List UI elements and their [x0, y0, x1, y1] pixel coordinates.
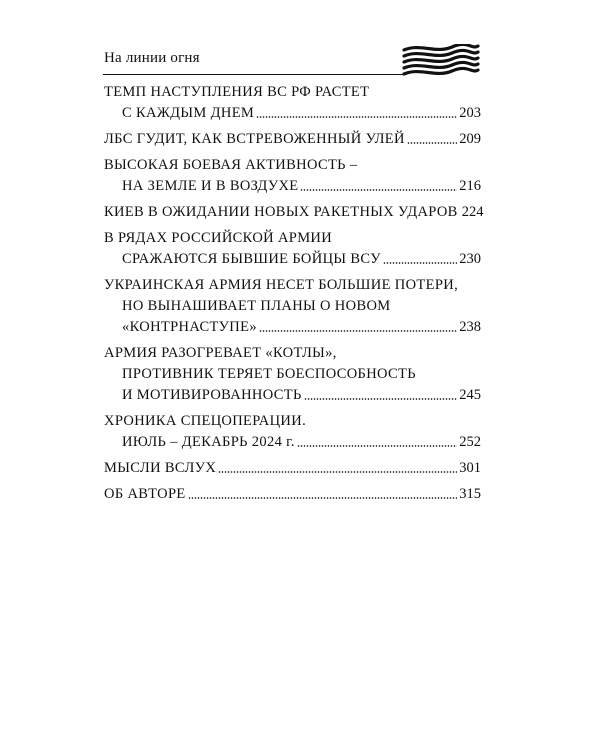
- toc-entry-line: УКРАИНСКАЯ АРМИЯ НЕСЕТ БОЛЬШИЕ ПОТЕРИ,: [104, 277, 459, 293]
- toc-entry-line: [104, 103, 481, 124]
- toc-entry-line: ТЕМП НАСТУПЛЕНИЯ ВС РФ РАСТЕТ: [104, 84, 370, 100]
- toc-page-number: 230: [459, 251, 481, 267]
- toc-page-number: 224: [461, 204, 484, 220]
- running-header-title: На линии огня: [104, 50, 200, 66]
- toc-entry-title: «КОНТРНАСТУПЕ»: [122, 319, 257, 335]
- toc-entry[interactable]: [104, 343, 481, 406]
- toc-entry[interactable]: [104, 411, 481, 453]
- toc-entry-title: НА ЗЕМЛЕ И В ВОЗДУХЕ: [122, 178, 299, 194]
- toc-entry-line: [104, 129, 481, 150]
- toc-entry-line: АРМИЯ РАЗОГРЕВАЕТ «КОТЛЫ»,: [104, 345, 337, 361]
- toc-page-number: 238: [459, 319, 481, 335]
- toc-entry[interactable]: [104, 202, 484, 223]
- toc-entry-line: [104, 202, 484, 223]
- toc-entry[interactable]: [104, 129, 481, 150]
- toc-entry-line: [104, 458, 481, 479]
- toc-entry[interactable]: [104, 484, 481, 505]
- toc-entry-line: ХРОНИКА СПЕЦОПЕРАЦИИ.: [104, 413, 307, 429]
- table-of-contents: [104, 82, 484, 510]
- dot-leader: [188, 496, 458, 500]
- dot-leader: [256, 115, 457, 119]
- toc-entry[interactable]: [104, 458, 481, 479]
- toc-entry-line: [104, 249, 481, 270]
- toc-entry-line: [104, 317, 481, 338]
- toc-page-number: 315: [459, 486, 481, 502]
- dot-leader: [383, 261, 457, 265]
- toc-entry-line: [104, 432, 481, 453]
- toc-entry[interactable]: [104, 228, 481, 270]
- toc-entry-title: С КАЖДЫМ ДНЕМ: [122, 105, 255, 121]
- toc-entry[interactable]: [104, 275, 481, 338]
- toc-entry-line: ВЫСОКАЯ БОЕВАЯ АКТИВНОСТЬ –: [104, 157, 358, 173]
- toc-entry-title: И МОТИВИРОВАННОСТЬ: [122, 387, 302, 403]
- toc-entry-line: НО ВЫНАШИВАЕТ ПЛАНЫ О НОВОМ: [122, 298, 391, 314]
- dot-leader: [407, 141, 457, 145]
- toc-page-number: 209: [459, 131, 481, 147]
- st-george-ribbon-icon: [402, 44, 480, 76]
- header-rule: [103, 74, 403, 75]
- toc-entry-line: [104, 484, 481, 505]
- toc-page-number: 301: [459, 460, 481, 476]
- toc-page-number: 252: [459, 434, 481, 450]
- toc-entry-title: МЫСЛИ ВСЛУХ: [104, 460, 217, 476]
- toc-page-number: 216: [459, 178, 481, 194]
- toc-entry-line: ПРОТИВНИК ТЕРЯЕТ БОЕСПОСОБНОСТЬ: [122, 366, 416, 382]
- toc-entry-title: ЛБС ГУДИТ, КАК ВСТРЕВОЖЕННЫЙ УЛЕЙ: [104, 131, 405, 147]
- dot-leader: [259, 329, 457, 333]
- toc-entry-title: ОБ АВТОРЕ: [104, 486, 186, 502]
- dot-leader: [297, 444, 457, 448]
- toc-entry-title: ИЮЛЬ – ДЕКАБРЬ 2024 г.: [122, 434, 295, 450]
- toc-page-number: 245: [459, 387, 481, 403]
- dot-leader: [218, 470, 457, 474]
- toc-entry-line: [104, 385, 481, 406]
- toc-entry[interactable]: [104, 155, 481, 197]
- toc-page-number: 203: [459, 105, 481, 121]
- dot-leader: [300, 188, 457, 192]
- toc-entry-line: В РЯДАХ РОССИЙСКОЙ АРМИИ: [104, 230, 333, 246]
- toc-entry-title: СРАЖАЮТСЯ БЫВШИЕ БОЙЦЫ ВСУ: [122, 251, 381, 267]
- toc-entry[interactable]: [104, 82, 481, 124]
- dot-leader: [304, 397, 458, 401]
- toc-entry-line: [104, 176, 481, 197]
- toc-entry-title: КИЕВ В ОЖИДАНИИ НОВЫХ РАКЕТНЫХ УДАРОВ: [104, 204, 458, 220]
